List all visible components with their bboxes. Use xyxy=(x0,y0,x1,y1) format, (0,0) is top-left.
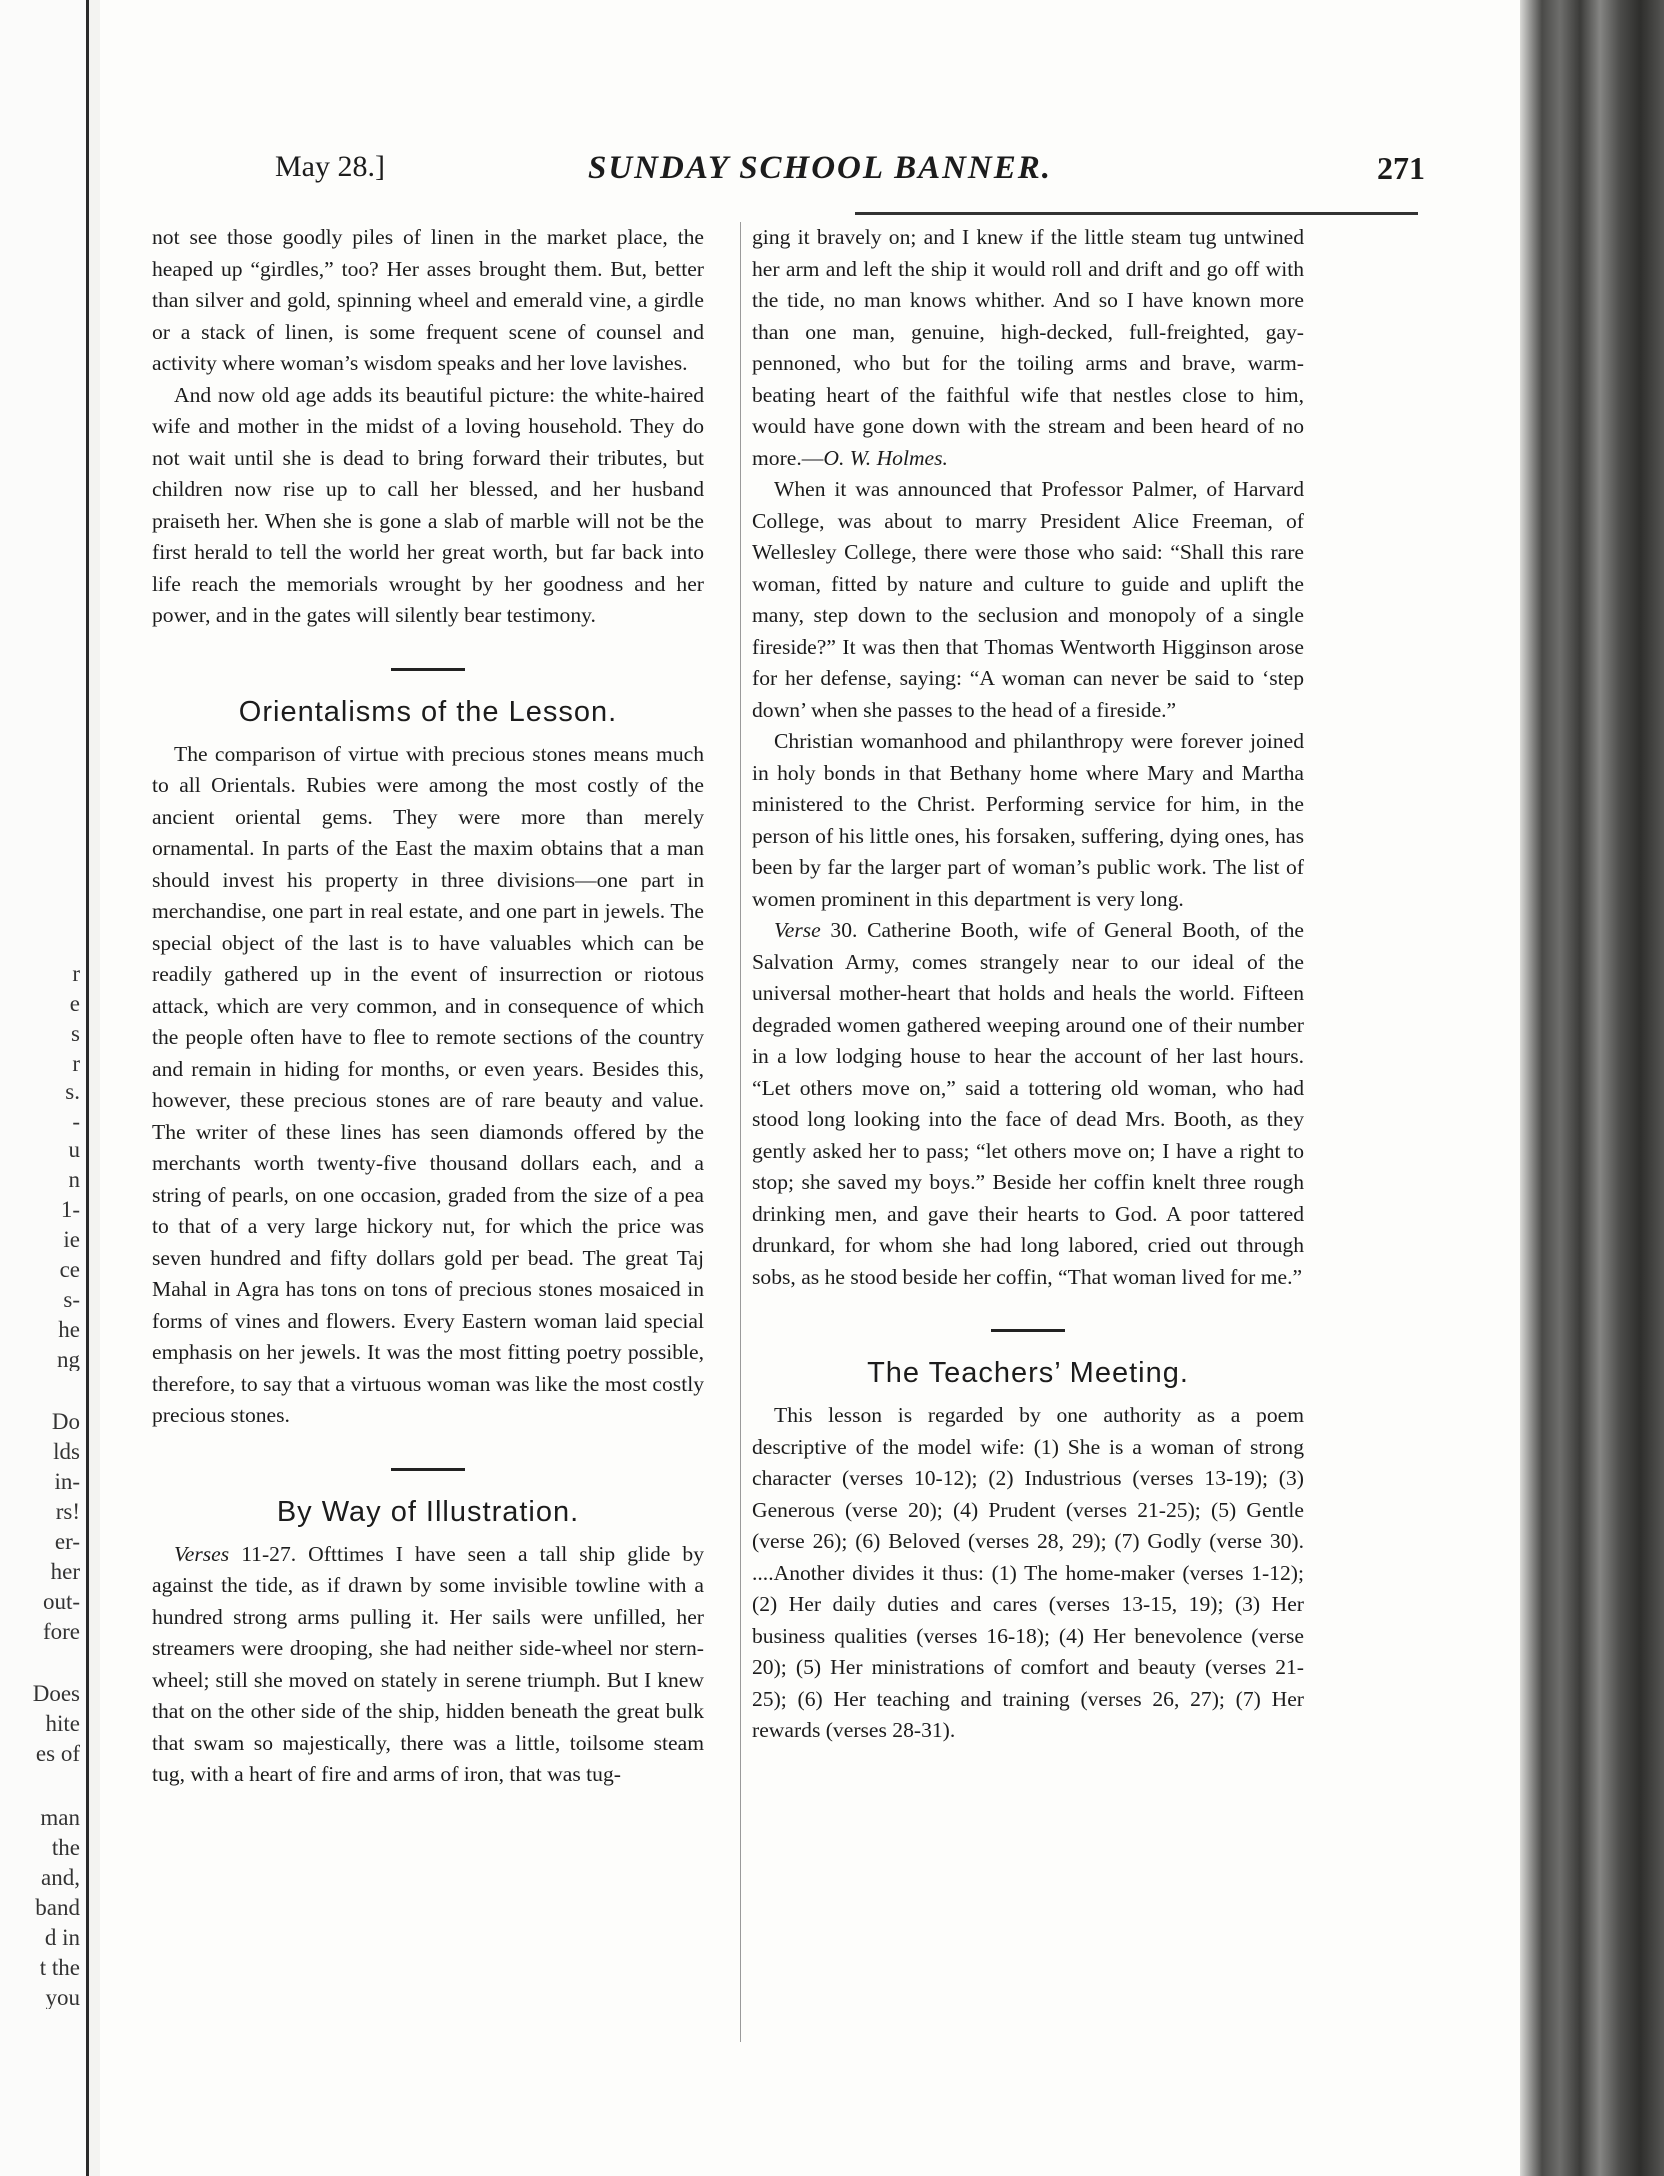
attribution: O. W. Holmes. xyxy=(823,445,948,470)
paragraph: not see those goodly piles of linen in the market place, the heaped up “girdles,” too? Her asses brought them. But, better than silver and gold, spinning wheel and emerald vine, a girdle or a stack of linen, is some frequent scene of counsel and activity where woman’s wisdom speaks and her love lavishes. xyxy=(152,225,704,375)
margin-fragment: er- xyxy=(54,1530,80,1553)
margin-fragment: man xyxy=(40,1806,80,1829)
margin-fragment: r xyxy=(72,962,80,985)
running-header xyxy=(275,150,1425,198)
margin-fragment: 1- xyxy=(60,1198,80,1221)
margin-fragment: r xyxy=(72,1052,80,1075)
margin-fragment: lds xyxy=(53,1440,80,1463)
margin-fragment: s. xyxy=(65,1080,80,1103)
paragraph: And now old age adds its beautiful picture: the white-haired wife and mother in the midst of a loving household. They do not wait until she is dead to bring forward their tributes, but children now rise up to call her blessed, and her husband praiseth her. When she is gone a slab of marble will not be the first herald to tell the world her great worth, but far back into life reach the memorials wrought by her goodness and her power, and in the gates will silently bear testimony. xyxy=(152,382,704,627)
publication-title: SUNDAY SCHOOL BANNER. xyxy=(587,150,1053,186)
margin-fragment: - xyxy=(72,1110,80,1133)
paragraph: The comparison of virtue with precious stones means much to all Orientals. Rubies were among the most costly of the ancient oriental gems. They were more than merely ornamental. In parts of the East the maxim obtains that a man should invest his property in three divisions—one part in merchandise, one part in real estate, and one part in jewels. The special object of the last is to have valuables which can be readily gathered up in the event of insurrection or riotous attack, which are very common, and in consequence of which the people often have to flee to remote sections of the country and remain in hiding for months, or even years. Besides this, however, these precious stones are of rare beauty and value. The writer of these lines has seen diamonds offered by the merchants worth twenty-five thousand dollars each, and a string of pearls, on one occasion, graded from the size of a pea to that of a very large hickory nut, for which the price was seven hundred and fifty dollars gold per bead. The great Taj Mahal in Agra has tons on tons of precious stones mosaiced in forms of vines and flowers. Every Eastern woman laid special emphasis on her jewels. It was the most fitting poetry possible, therefore, to say that a virtuous woman was like the most costly precious stones. xyxy=(152,741,704,1427)
margin-fragment: e xyxy=(69,992,80,1015)
margin-fragment: band xyxy=(35,1896,80,1919)
paragraph: Christian womanhood and philanthropy were forever joined in holy bonds in that Bethany home where Mary and Martha ministered to the Christ. Performing service for him, in the person of his little ones, his forsaken, suffering, dying ones, has been by far the larger part of woman’s public work. The list of women prominent in this department is very long. xyxy=(752,729,1304,911)
paragraph: When it was announced that Professor Palmer, of Harvard College, was about to marry President Alice Freeman, of Wellesley College, there were those who said: “Shall this rare woman, fitted by nature and culture to guide and uplift the many, step down to the seclusion and monopoly of a single fireside?” It was then that Thomas Wentworth Higginson arose for her defense, saying: “A woman can never be said to ‘step down’ when she passes to the head of a fireside.” xyxy=(752,477,1304,722)
section-heading-teachers-meeting: The Teachers’ Meeting. xyxy=(867,1357,1189,1389)
margin-fragment: hite xyxy=(45,1712,80,1735)
margin-fragment: he xyxy=(58,1318,80,1341)
header-date: May 28.] xyxy=(275,150,385,183)
section-heading-orientalisms: Orientalisms of the Lesson. xyxy=(238,695,618,728)
verse-label: Verses xyxy=(174,1541,230,1566)
margin-fragment: d in xyxy=(44,1926,80,1949)
right-column xyxy=(752,222,1304,1747)
margin-fragment: out- xyxy=(42,1590,80,1613)
adjacent-page-edge xyxy=(0,0,89,2176)
section-divider xyxy=(991,1329,1065,1332)
margin-fragment: Does xyxy=(32,1682,80,1705)
section-divider xyxy=(391,1468,465,1471)
margin-fragment: n xyxy=(68,1168,80,1191)
column-divider xyxy=(740,222,741,2042)
margin-fragment: in- xyxy=(54,1470,80,1493)
margin-fragment: ie xyxy=(63,1228,80,1251)
verse-label: Verse xyxy=(774,918,821,942)
margin-fragment: Do xyxy=(51,1410,80,1433)
margin-fragment: ng xyxy=(57,1348,80,1371)
section-divider xyxy=(391,668,465,671)
book-edge xyxy=(1520,0,1664,2176)
paragraph xyxy=(752,915,1304,1293)
left-column xyxy=(152,222,704,1791)
margin-fragment: her xyxy=(50,1560,80,1583)
paragraph-text: 30. Catherine Booth, wife of General Booth, of the Salvation Army, comes strangely near to our ideal of the universal mother-heart that holds and heals the world. Fifteen degraded women gathered weeping around one of their number in a low lodging house to hear the account of her last hours. “Let others move on,” said a tottering old woman, who had stood long looking into the face of dead Mrs. Booth, as they gently asked her to pass; “let others move on; I have a right to stop; she saved my boys.” Beside her coffin knelt three rough drinking men, and gave their hearts to God. A poor tattered drunkard, for whom she had long labored, cried out through sobs, as he stood beside her coffin, “That woman lived for me.” xyxy=(752,918,1304,1289)
paragraph xyxy=(752,222,1304,474)
margin-fragment: es of xyxy=(35,1742,80,1765)
margin-fragment: and, xyxy=(41,1866,80,1889)
section-heading-illustration: By Way of Illustration. xyxy=(276,1495,580,1528)
margin-fragment: fore xyxy=(42,1620,80,1643)
margin-fragment: you xyxy=(45,1986,80,2009)
paragraph-text: ging it bravely on; and I knew if the little steam tug untwined her arm and left the ship it would roll and drift and go off with the tide, no man knows whither. And so I have known more than one man, genuine, high-decked, full-freighted, gay-pennoned, who but for the toiling arms and brave, warm-beating heart of the faithful wife that nestles close to him, would have gone down with the stream and been heard of no more.— xyxy=(752,225,1304,470)
margin-fragment: s xyxy=(71,1022,80,1045)
margin-fragment: ce xyxy=(59,1258,80,1281)
paragraph: This lesson is regarded by one authority as a poem descriptive of the model wife: (1) She is a woman of strong character (verses 10-12); (2) Industrious (verses 13-19); (3) Generous (verse 20); (4) Prudent (verses 21-25); (5) Gentle (verse 26); (6) Beloved (verses 28, 29); (7) Godly (verse 30). ....Another divides it thus: (1) The home-maker (verses 1-12); (2) Her daily duties and cares (verses 13-15, 19); (3) Her business qualities (verses 16-18); (4) Her benevolence (verse 20); (5) Her ministrations of comfort and beauty (verses 21-25); (6) Her teaching and training (verses 26, 27); (7) Her rewards (verses 28-31). xyxy=(752,1403,1304,1742)
paragraph-text: 11-27. Ofttimes I have seen a tall ship glide by against the tide, as if drawn by some invisible towline with a hundred strong arms pulling it. Her sails were unfilled, her streamers were drooping, she had neither side-wheel nor stern-wheel; still she moved on stately in serene triumph. But I knew that on the other side of the ship, hidden beneath the great bulk that swam so majestically, there was a little, toilsome steam tug, with a heart of fire and arms of iron, that was tug- xyxy=(152,1541,704,1786)
margin-fragment: s- xyxy=(63,1288,80,1311)
margin-fragment: rs! xyxy=(55,1500,80,1523)
margin-fragment: u xyxy=(68,1138,80,1161)
margin-fragment: t the xyxy=(39,1956,80,1979)
header-rule xyxy=(855,212,1418,215)
page-number: 271 xyxy=(1377,150,1425,186)
margin-fragment: the xyxy=(51,1836,80,1859)
paragraph xyxy=(152,1539,704,1791)
